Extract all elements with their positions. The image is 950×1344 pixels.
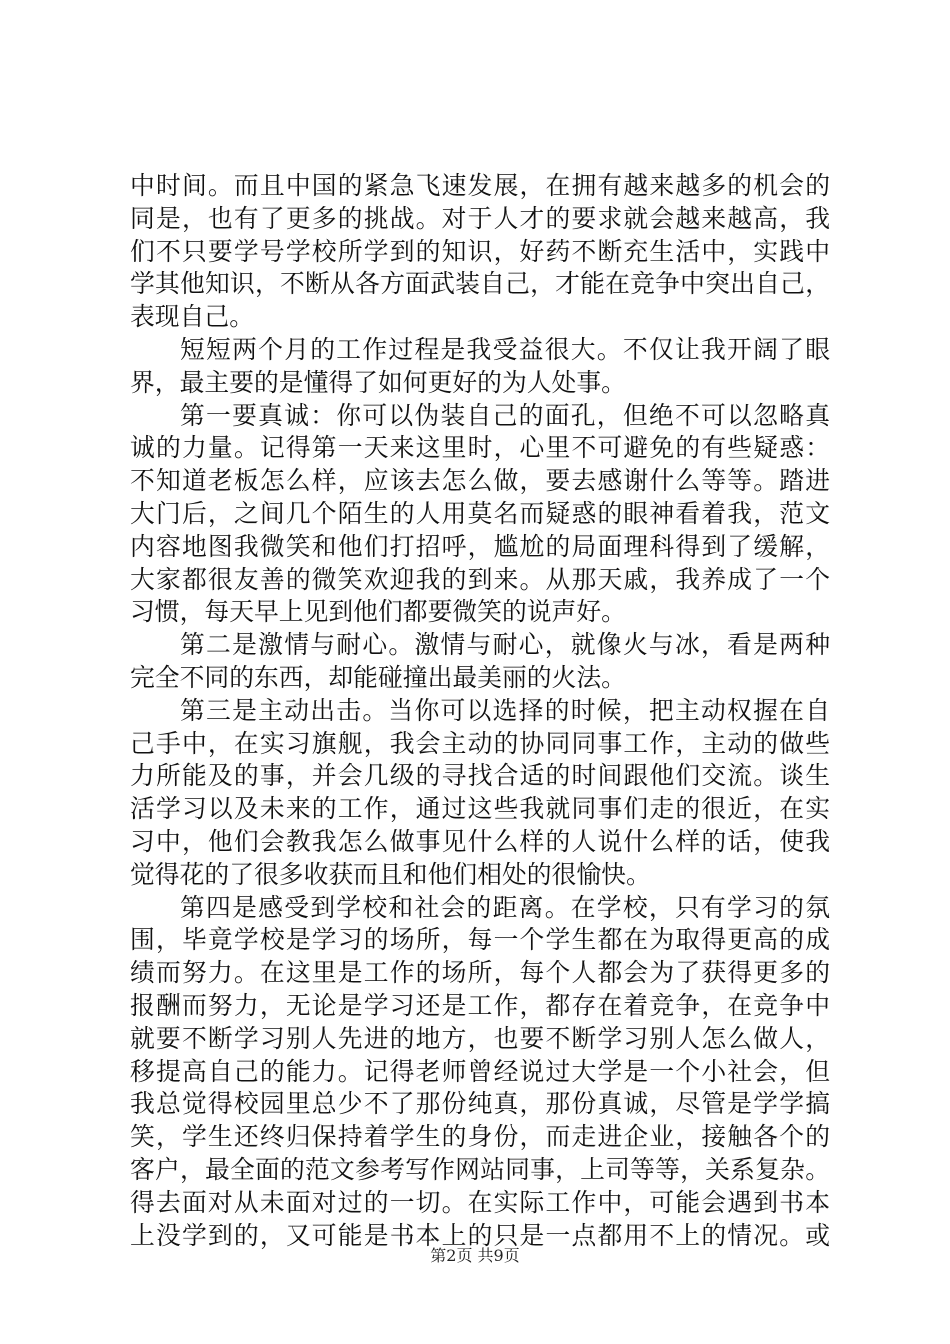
text-line: 觉得花的了很多收获而且和他们相处的很愉快。 <box>130 859 651 889</box>
text-line: 绩而努力。在这里是工作的场所，每个人都会为了获得更多的 <box>130 958 830 988</box>
text-line: 大门后，之间几个陌生的人用莫名而疑惑的眼神看着我，范文 <box>130 498 830 528</box>
text-line: 围，毕竟学校是学习的场所，每一个学生都在为取得更高的成 <box>130 925 830 955</box>
text-line: 客户，最全面的范文参考写作网站同事，上司等等，关系复杂。 <box>130 1154 830 1184</box>
text-line: 活学习以及未来的工作，通过这些我就同事们走的很近，在实 <box>130 794 830 824</box>
text-line: 己手中，在实习旗舰，我会主动的协同同事工作，主动的做些 <box>130 728 830 758</box>
text-line: 第一要真诚：你可以伪装自己的面孔，但绝不可以忽略真 <box>180 400 830 430</box>
text-line: 诚的力量。记得第一天来这里时，心里不可避免的有些疑惑： <box>130 433 830 463</box>
text-line: 习中，他们会教我怎么做事见什么样的人说什么样的话，使我 <box>130 826 830 856</box>
text-line: 第四是感受到学校和社会的距离。在学校，只有学习的氛 <box>180 892 830 922</box>
text-line: 笑，学生还终归保持着学生的身份，而走进企业，接触各个的 <box>130 1122 830 1152</box>
text-line: 我总觉得校园里总少不了那份纯真，那份真诚，尽管是学学搞 <box>130 1089 830 1119</box>
text-line: 大家都很友善的微笑欢迎我的到来。从那天戚，我养成了一个 <box>130 564 830 594</box>
text-line: 们不只要学号学校所学到的知识，好药不断充生活中，实践中 <box>130 236 830 266</box>
text-line: 第二是激情与耐心。激情与耐心，就像火与冰，看是两种 <box>180 630 830 660</box>
text-line: 完全不同的东西，却能碰撞出最美丽的火法。 <box>130 662 626 692</box>
text-line: 就要不断学习别人先进的地方，也要不断学习别人怎么做人， <box>130 1023 830 1053</box>
text-line: 学其他知识，不断从各方面武装自己，才能在竞争中突出自己， <box>130 269 830 299</box>
page-footer: 第2页 共9页 <box>430 1246 520 1265</box>
text-line: 移提高自己的能力。记得老师曾经说过大学是一个小社会，但 <box>130 1056 830 1086</box>
text-line: 第三是主动出击。当你可以选择的时候，把主动权握在自 <box>180 695 830 725</box>
text-line: 中时间。而且中国的紧急飞速发展，在拥有越来越多的机会的 <box>130 171 830 200</box>
text-line: 上没学到的，又可能是书本上的只是一点都用不上的情况。或 <box>130 1220 830 1250</box>
text-line: 短短两个月的工作过程是我受益很大。不仅让我开阔了眼 <box>180 334 830 364</box>
document-body <box>130 170 830 1252</box>
text-line: 内容地图我微笑和他们打招呼，尴尬的局面理科得到了缓解， <box>130 531 830 561</box>
text-line: 表现自己。 <box>130 302 254 332</box>
text-line: 界，最主要的是懂得了如何更好的为人处事。 <box>130 367 626 397</box>
text-line: 不知道老板怎么样，应该去怎么做，要去感谢什么等等。踏进 <box>130 466 830 496</box>
text-line: 报酬而努力，无论是学习还是工作，都存在着竞争，在竞争中 <box>130 990 830 1020</box>
text-line: 力所能及的事，并会几级的寻找合适的时间跟他们交流。谈生 <box>130 761 830 791</box>
text-line: 习惯，每天早上见到他们都要微笑的说声好。 <box>130 597 626 627</box>
text-line: 同是，也有了更多的挑战。对于人才的要求就会越来越高，我 <box>130 203 830 233</box>
text-line: 得去面对从未面对过的一切。在实际工作中，可能会遇到书本 <box>130 1187 830 1217</box>
